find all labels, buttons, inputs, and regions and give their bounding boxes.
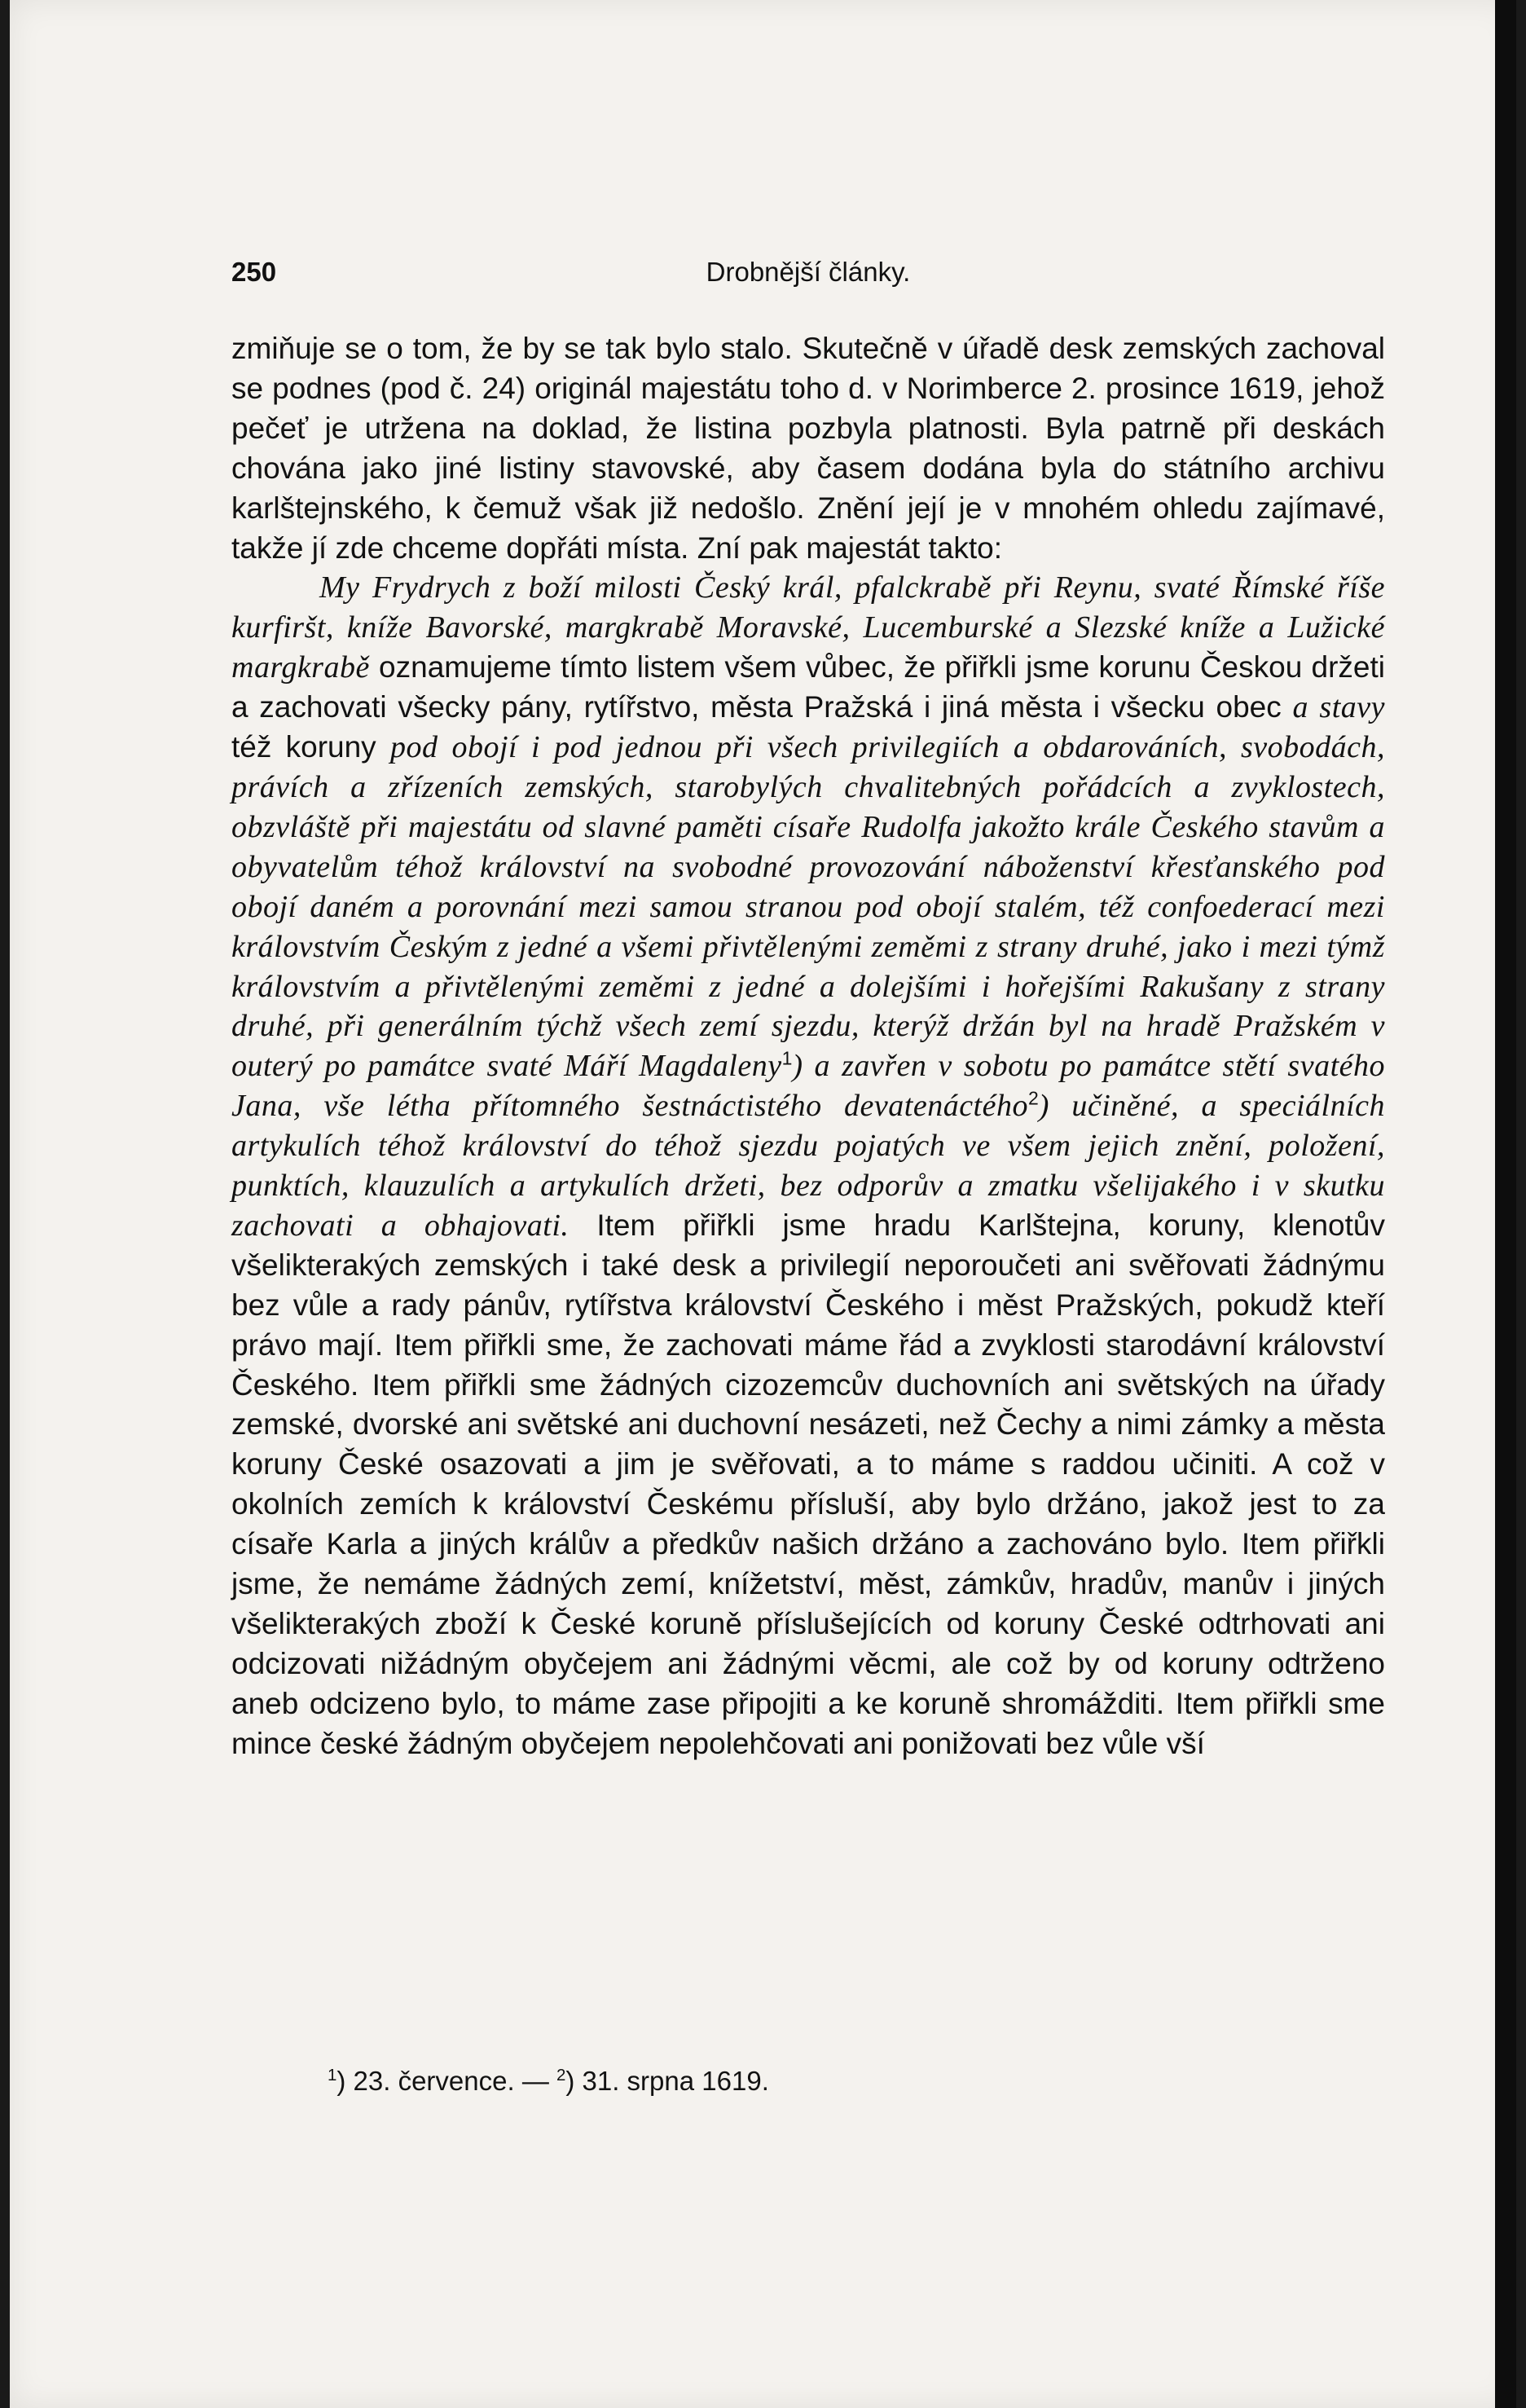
- majestat-text-items: Item přiřkli jsme hradu Karlštejna, koruny, klenotův všelikterakých zemských i také desk a privilegií neporoučeti ani svěřovati žádnýmu bez vůle a rady pánův, rytířstva království Českého i měst Pražských, pokudž kteří právo mají. Item přiřkli sme, že zachovati máme řád a zvyklosti starodávní království Českého. Item přiřkli sme žádných cizozemcův duchovních ani světských na úřady zemské, dvorské ani světské ani duchovní nesázeti, než Čechy a nimi zámky a města koruny České osazovati a jim je svěřovati, a to máme s raddou učiniti. A což v okolních zemích k království Českému přísluší, aby bylo držáno, jakož jest to za císaře Karla a jiných králův a předkův našich držáno a zachováno bylo. Item přiřkli jsme, že nemáme žádných zemí, knížetství, měst, zámkův, hradův, manův i jiných všelikterakých zboží k České koruně příslušejících od koruny České odtrhovati ani odcizovati nižádným obyčejem ani žádnými věcmi, ale což by od koruny odtrženo aneb odcizeno bylo, to máme zase připojiti a ke koruně shromážditi. Item přiřkli sme mince české žádným obyčejem nepolehčovati ani ponižovati bez vůle vší: [231, 1208, 1385, 1760]
- scan-edge-shadow: [1495, 0, 1516, 2408]
- footnote-mark-2: 2: [556, 2066, 566, 2084]
- footnote-2-text: ) 31. srpna 1619.: [565, 2066, 769, 2096]
- majestat-italic-jana: ) a zavřen v sobotu po památce stětí svatého Jana, vše létha přítomného šestnáctistého devatenáctého: [231, 1049, 1385, 1124]
- body-text: [231, 329, 1385, 1764]
- page-number: 250: [231, 257, 277, 287]
- footnote-ref-2: 2: [1028, 1087, 1039, 1109]
- majestat-italic-privileges: pod obojí i pod jednou při všech privilegiích a obdarováních, svobodách, právích a zřízeních zemských, starobylých chvalitebných pořádcích a zvyklostech, obzvláště při majestátu od slavné paměti císaře Rudolfa jakožto krále Českého stavům a obyvatelům téhož království na svobodné provozování náboženství křesťanského pod obojí daném a porovnání mezi samou stranou pod obojí stalém, též confoederací mezi královstvím Českým z jedné a všemi přivtělenými zeměmi z strany druhé, jako i mezi týmž královstvím a přivtělenými zeměmi z jedné a dolejšími i hořejšími Rakušany z strany druhé, při generálním týchž všech zemí sjezdu, kterýž držán byl na hradě Pražském v outerý po památce svaté Máří Magdaleny: [231, 730, 1385, 1084]
- majestat-italic-stavy: a stavy: [1292, 690, 1385, 725]
- footnotes: [328, 2066, 1305, 2097]
- footnote-mark-1: 1: [328, 2066, 337, 2084]
- running-title: Drobnější články.: [706, 257, 911, 287]
- intro-paragraph: zmiňuje se o tom, že by se tak bylo stalo. Skutečně v úřadě desk zemských zachoval se podnes (pod č. 24) originál majestátu toho d. v Norimberce 2. prosince 1619, jehož pečeť je utržena na doklad, že listina pozbyla platnosti. Byla patrně při deskách chována jako jiné listiny stavovské, aby časem dodána byla do státního archivu karlštejnského, k čemuž však již nedošlo. Znění její je v mnohém ohledu zajímavé, takže jí zde chceme dopřáti místa. Zní pak majestát takto:: [231, 332, 1385, 565]
- book-page: [10, 0, 1516, 2408]
- footnote-ref-1: 1: [781, 1047, 793, 1069]
- page-header: [231, 257, 1385, 293]
- majestat-paragraph: [231, 568, 1385, 1763]
- majestat-opening-italic: My Frydrych z boží milosti Český král, pfalckrabě při Reynu, svaté Římské říše kurfiršt, kníže Bavorské, margkrabě Moravské, Lucemburské a Slezské kníže a Lužické margkrabě: [231, 570, 1385, 685]
- majestat-italic-articles: ) učiněné, a speciálních artykulích téhož království do téhož sjezdu pojatých ve všem jejich znění, položení, punktích, klauzulích a artykulích držeti, bez odporův a zmatku všelijakého i v skutku zachovati a obhajovati.: [231, 1089, 1385, 1243]
- majestat-text-2: též koruny: [231, 730, 390, 764]
- majestat-text-1: oznamujeme tímto listem všem vůbec, že přiřkli jsme korunu Českou držeti a zachovati všecky pány, rytířstvo, města Pražská i jiná města i všecku obec: [231, 650, 1385, 724]
- footnote-1-text: ) 23. července. —: [336, 2066, 556, 2096]
